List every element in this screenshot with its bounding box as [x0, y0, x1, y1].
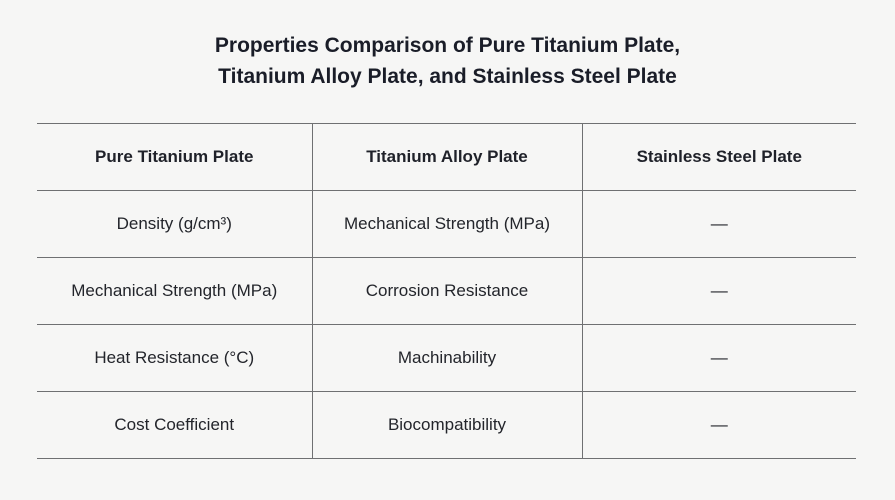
- table-cell: Cost Coefficient: [114, 415, 235, 434]
- table-cell: Machinability: [312, 325, 582, 392]
- table-cell: Biocompatibility: [312, 392, 582, 459]
- table-cell: —: [582, 191, 856, 258]
- table-cell: —: [582, 258, 856, 325]
- table-cell: Mechanical Strength (MPa): [71, 281, 278, 300]
- column-header-stainless-steel: Stainless Steel Plate: [582, 124, 856, 191]
- table-cell: —: [582, 392, 856, 459]
- table-row: [37, 325, 856, 392]
- comparison-table: [37, 123, 856, 459]
- table-cell: —: [582, 325, 856, 392]
- table-cell: Corrosion Resistance: [312, 258, 582, 325]
- table-cell: Density (g/cm³): [116, 214, 232, 233]
- title-line-1: Properties Comparison of Pure Titanium Plate,: [214, 34, 681, 57]
- table-header-row: [37, 124, 856, 191]
- table-row: [37, 191, 856, 258]
- table-row: [37, 392, 856, 459]
- table-row: [37, 258, 856, 325]
- table-cell: Heat Resistance (°C): [94, 348, 255, 367]
- table-cell: Mechanical Strength (MPa): [312, 191, 582, 258]
- title-line-2: Titanium Alloy Plate, and Stainless Steel Plate: [218, 65, 677, 88]
- column-header-titanium-alloy: Titanium Alloy Plate: [312, 124, 582, 191]
- page-title: [0, 30, 895, 92]
- column-header-pure-titanium: Pure Titanium Plate: [95, 147, 254, 166]
